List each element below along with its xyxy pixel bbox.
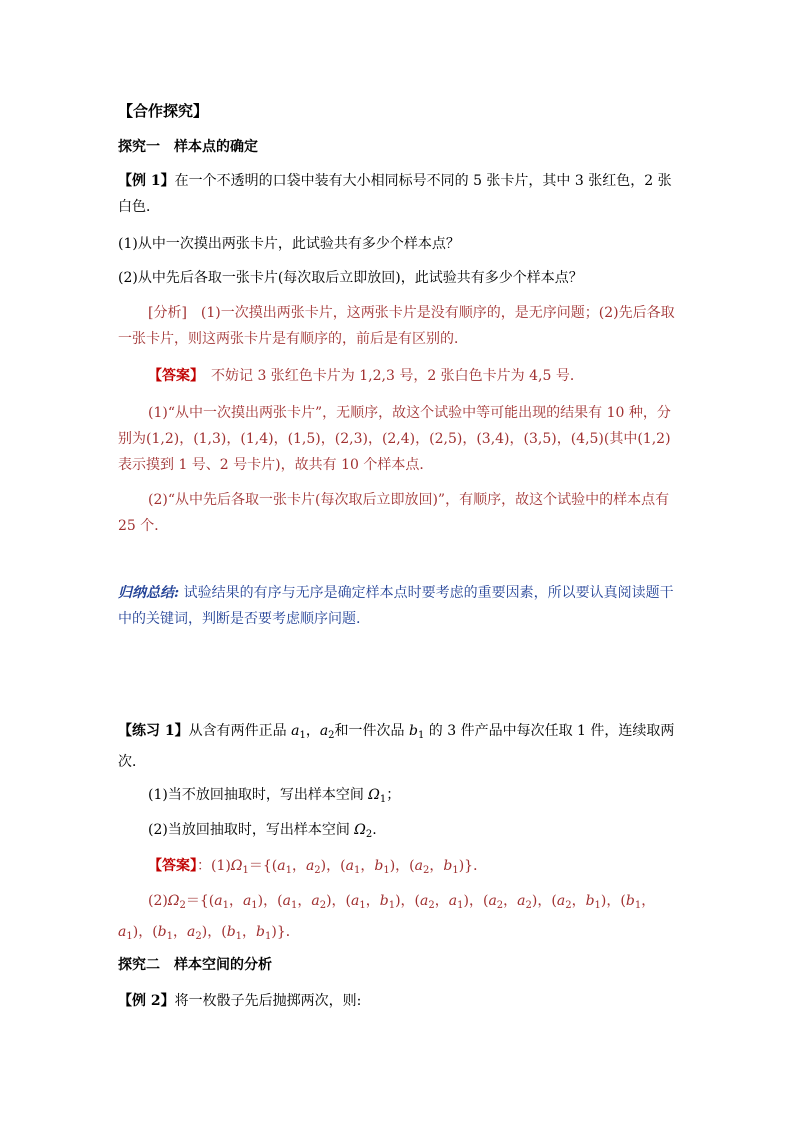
omega: Ω bbox=[230, 858, 243, 874]
sub: 2 bbox=[525, 900, 532, 911]
var: b bbox=[157, 924, 167, 940]
sub: 1 bbox=[417, 730, 425, 741]
sub: 1 bbox=[452, 865, 459, 876]
sub: 1 bbox=[290, 900, 298, 911]
sub: 2 bbox=[365, 829, 373, 840]
var: b bbox=[379, 893, 389, 909]
example1-q2: (2)从中先后各取一张卡片(每次取后立即放回)，此试验共有多少个样本点？ bbox=[118, 270, 583, 286]
example1-text bbox=[118, 168, 680, 220]
inquiry2-label: 探究二 bbox=[118, 957, 160, 973]
sub: 1 bbox=[353, 865, 361, 876]
var: a bbox=[414, 858, 423, 874]
sub: 1 bbox=[222, 900, 229, 911]
sub: 1 bbox=[299, 730, 306, 741]
summary-text: 试验结果的有序与无序是确定样本点时要考虑的重要因素，所以要认真阅读题干中的关键词，判断是否要考虑顺序问题. bbox=[118, 585, 674, 627]
example1-analysis: [分析] (1)一次摸出两张卡片，这两张卡片是没有顺序的，是无序问题；(2)先后各取一张卡片，则这两张卡片是有顺序的，前后是有区别的． bbox=[118, 305, 675, 347]
summary-label: 归纳总结: bbox=[118, 585, 180, 601]
var: a bbox=[118, 924, 127, 940]
practice1-q1: (1)当不放回抽取时，写出样本空间 $\Omega_1$； bbox=[148, 787, 401, 805]
sub: 1 bbox=[265, 931, 272, 942]
example1-answer-intro bbox=[118, 363, 680, 389]
sub: 1 bbox=[388, 900, 396, 911]
var: a bbox=[305, 858, 315, 874]
sub: 1 bbox=[166, 931, 174, 942]
var: b bbox=[256, 924, 265, 940]
sub: 1 bbox=[235, 931, 243, 942]
var: a bbox=[420, 893, 429, 909]
var-a: a bbox=[319, 723, 329, 739]
answer-intro-text: 不妨记 3 张红色卡片为 1,2,3 号，2 张白色卡片为 4,5 号． bbox=[197, 368, 584, 384]
practice1-answer1: 【答案】：$(1)\Omega_1=\{(a_1$，$a_2$)，($a_1$，$b_1$)，($a_2$，$b_1$)}． bbox=[148, 858, 488, 876]
var: a bbox=[277, 858, 286, 874]
practice1-answer2: $(2)\Omega_2=\{(a_1$，$a_1$)，($a_1$，$a_2$)，($a_1$，$b_1$)，($a_2$，$a_1$)，($a_2$，$a_2$)，($a_2$，$b_1$)，($b_1$，$a_1$)，($b_1$，$a_2$)，($b_1$，$b_1$)}． bbox=[118, 893, 656, 942]
omega: Ω bbox=[167, 893, 180, 909]
sub: 1 bbox=[285, 865, 292, 876]
answer-label: 【答案】 bbox=[148, 858, 197, 874]
var: a bbox=[187, 924, 196, 940]
practice1-text-c: 的 3 件产品中每次任取 1 件，连续取两次． bbox=[118, 723, 675, 770]
example1-answer1: (1)“从中一次摸出两张卡片”，无顺序，故这个试验中等可能出现的结果有 10 种，分别为(1,2)，(1,3)，(1,4)，(1,5)，(2,3)，(2,4)，(2,5)，(3,4)，(3,5)，(4,5)(其中(1,2)表示摸到 1 号、2 号卡片)，故共有 10 个样本点． bbox=[118, 405, 671, 473]
sub: 2 bbox=[496, 900, 504, 911]
practice1-text: 【练习 1】从含有两件正品 $a_1$，$a_2$和一件次品 $b_1$ 的 3 件产品中每次任取 1 件，连续取两次． bbox=[118, 723, 675, 770]
var: a bbox=[517, 893, 526, 909]
var: b bbox=[585, 893, 595, 909]
sub: 1 bbox=[359, 900, 366, 911]
inquiry1-title: 样本点的确定 bbox=[174, 139, 258, 155]
example2-label: 【例 2】 bbox=[118, 993, 175, 1009]
var: b bbox=[443, 858, 453, 874]
practice1-q2: (2)当放回抽取时，写出样本空间 $\Omega_2$. bbox=[148, 822, 377, 840]
example1-label: 【例 1】 bbox=[118, 173, 175, 189]
var: a bbox=[311, 893, 320, 909]
var: b bbox=[625, 893, 635, 909]
example1-answer2: (2)“从中先后各取一张卡片(每次取后立即放回)”，有顺序，故这个试验中的样本点有 25 个． bbox=[118, 492, 670, 534]
var: a bbox=[488, 893, 497, 909]
var: a bbox=[556, 893, 566, 909]
inquiry2-title: 样本空间的分析 bbox=[174, 957, 272, 973]
var-a: a bbox=[291, 723, 300, 739]
section-title: 【合作探究】 bbox=[118, 102, 209, 120]
summary-block bbox=[118, 580, 680, 632]
sub: 2 bbox=[428, 900, 435, 911]
practice1-q2-text: (2)当放回抽取时，写出样本空间 bbox=[148, 822, 355, 838]
var: b bbox=[374, 858, 384, 874]
practice1-text-b: 和一件次品 bbox=[334, 723, 409, 739]
sub: 1 bbox=[594, 900, 601, 911]
sub: 2 bbox=[328, 730, 335, 741]
inquiry1-heading bbox=[118, 134, 680, 160]
practice1-label: 【练习 1】 bbox=[118, 723, 189, 739]
inquiry1-label: 探究一 bbox=[118, 139, 160, 155]
var: a bbox=[282, 893, 291, 909]
omega: Ω bbox=[354, 822, 366, 838]
sub: 1 bbox=[383, 865, 390, 876]
sub: 1 bbox=[457, 900, 464, 911]
practice1-text-a: 从含有两件正品 bbox=[188, 723, 292, 739]
sub: 2 bbox=[319, 900, 327, 911]
var: a bbox=[242, 893, 252, 909]
sub: 1 bbox=[379, 794, 387, 805]
example1-q1: (1)从中一次摸出两张卡片，此试验共有多少个样本点？ bbox=[118, 236, 460, 252]
var: b bbox=[226, 924, 236, 940]
omega: Ω bbox=[368, 787, 380, 803]
practice1-q1-text: (1)当不放回抽取时，写出样本空间 bbox=[148, 787, 369, 803]
sub: 2 bbox=[195, 931, 202, 942]
sub: 2 bbox=[179, 900, 186, 911]
var: a bbox=[214, 893, 223, 909]
answer-label: 【答案】 bbox=[148, 368, 197, 384]
sub: 2 bbox=[314, 865, 321, 876]
var: a bbox=[351, 893, 360, 909]
sub: 1 bbox=[242, 865, 249, 876]
sub: 2 bbox=[565, 900, 572, 911]
sub: 2 bbox=[422, 865, 430, 876]
example2-body: 将一枚骰子先后抛掷两次，则: bbox=[174, 993, 362, 1009]
example1-body: 在一个不透明的口袋中装有大小相同标号不同的 5 张卡片，其中 3 张红色，2 张白色． bbox=[118, 173, 672, 215]
var: a bbox=[448, 893, 458, 909]
example2-text bbox=[118, 988, 680, 1014]
inquiry2-heading bbox=[118, 952, 680, 978]
var-b: b bbox=[409, 723, 418, 739]
sub: 1 bbox=[634, 900, 642, 911]
sub: 1 bbox=[126, 931, 133, 942]
sub: 1 bbox=[251, 900, 258, 911]
var: a bbox=[345, 858, 354, 874]
